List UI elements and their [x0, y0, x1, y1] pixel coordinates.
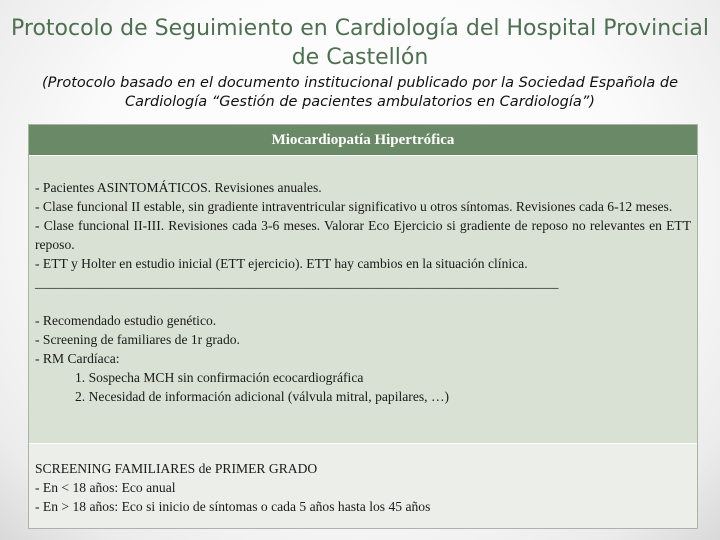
table-header: Miocardiopatía Hipertrófica — [29, 125, 697, 156]
protocol-table — [28, 124, 698, 529]
page-subtitle: (Protocolo basado en el documento institucional publicado por la Sociedad Española de Cardiología “Gestión de pacientes ambulatorios en Cardiología”) — [41, 75, 678, 110]
list-item: - En > 18 años: Eco si inicio de síntomas o cada 5 años hasta los 45 años — [35, 499, 431, 514]
list-item: - Clase funcional II estable, sin gradiente intraventricular significativo u otros síntomas. Revisiones cada 6-12 meses. — [35, 199, 673, 214]
list-item: - Recomendado estudio genético. — [35, 313, 217, 328]
list-item: - Screening de familiares de 1r grado. — [35, 332, 240, 347]
sublist-item: 1. Sospecha MCH sin confirmación ecocardiográfica — [75, 370, 364, 385]
separator-line: _____________________________________________________________________________ — [35, 275, 559, 290]
list-item: - En < 18 años: Eco anual — [35, 480, 176, 495]
sublist-item: 2. Necesidad de información adicional (válvula mitral, papilares, …) — [75, 389, 450, 404]
table-row-follow-up — [29, 156, 697, 444]
screening-heading: SCREENING FAMILIARES de PRIMER GRADO — [35, 461, 318, 476]
table-row-screening — [29, 444, 697, 528]
spacer — [35, 292, 691, 311]
list-item: - ETT y Holter en estudio inicial (ETT ejercicio). ETT hay cambios en la situación clínica. — [35, 256, 528, 271]
page-title: Protocolo de Seguimiento en Cardiología del Hospital Provincial de Castellón — [11, 16, 709, 70]
list-item: - Clase funcional II-III. Revisiones cada 3-6 meses. Valorar Eco Ejercicio si gradiente de reposo no relevantes en ETT reposo. — [35, 218, 691, 252]
list-item: - RM Cardíaca: — [35, 351, 120, 366]
list-item: - Pacientes ASINTOMÁTICOS. Revisiones anuales. — [35, 180, 322, 195]
